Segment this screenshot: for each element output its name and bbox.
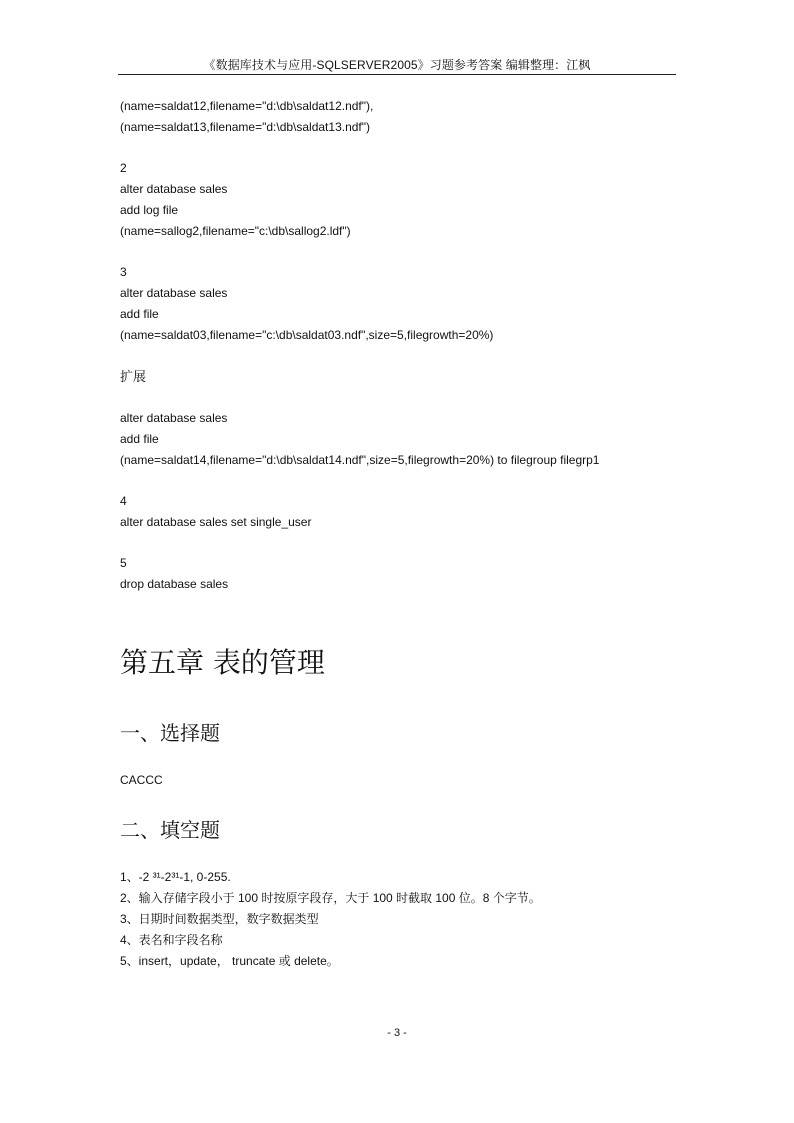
answer-number: 3 xyxy=(120,265,127,279)
code-line: (name=sallog2,filename="c:\db\sallog2.ldf") xyxy=(120,224,351,238)
chapter-title: 第五章 表的管理 xyxy=(120,646,325,679)
code-line: (name=saldat14,filename="d:\db\saldat14.ndf",size=5,filegrowth=20%) to filegroup filegrp1 xyxy=(120,453,600,467)
code-line: add file xyxy=(120,432,159,446)
fill-blank-item: 4、表名和字段名称 xyxy=(120,933,223,947)
code-line: (name=saldat03,filename="c:\db\saldat03.ndf",size=5,filegrowth=20%) xyxy=(120,328,494,342)
code-line: add log file xyxy=(120,203,179,217)
code-line: alter database sales xyxy=(120,182,228,196)
page-header: 《数据库技术与应用-SQLSERVER2005》习题参考答案 编辑整理：江枫 xyxy=(118,56,676,75)
answer-number: 4 xyxy=(120,494,127,508)
fill-blank-item: 1、-2 ³¹-2³¹-1, 0-255. xyxy=(120,870,231,884)
answer-number: 5 xyxy=(120,556,127,570)
code-line: alter database sales xyxy=(120,411,228,425)
answer-number: 2 xyxy=(120,161,127,175)
section-title-fill-blank: 二、填空题 xyxy=(120,818,220,842)
code-line: alter database sales set single_user xyxy=(120,515,312,529)
extension-label: 扩展 xyxy=(120,369,147,384)
code-line: drop database sales xyxy=(120,577,229,591)
section-title-multiple-choice: 一、选择题 xyxy=(120,721,220,745)
code-line: add file xyxy=(120,307,159,321)
code-line: alter database sales xyxy=(120,286,228,300)
code-line: (name=saldat12,filename="d:\db\saldat12.ndf"), xyxy=(120,99,374,113)
fill-blank-item: 5、insert，update， truncate 或 delete。 xyxy=(120,954,339,968)
code-line: (name=saldat13,filename="d:\db\saldat13.ndf") xyxy=(120,120,371,134)
fill-blank-item: 3、日期时间数据类型，数字数据类型 xyxy=(120,912,319,926)
page-number: - 3 - xyxy=(387,1027,407,1039)
multiple-choice-answer: CACCC xyxy=(120,773,163,787)
fill-blank-item: 2、输入存储字段小于 100 时按原字段存，大于 100 时截取 100 位。8 个字节。 xyxy=(120,891,541,905)
